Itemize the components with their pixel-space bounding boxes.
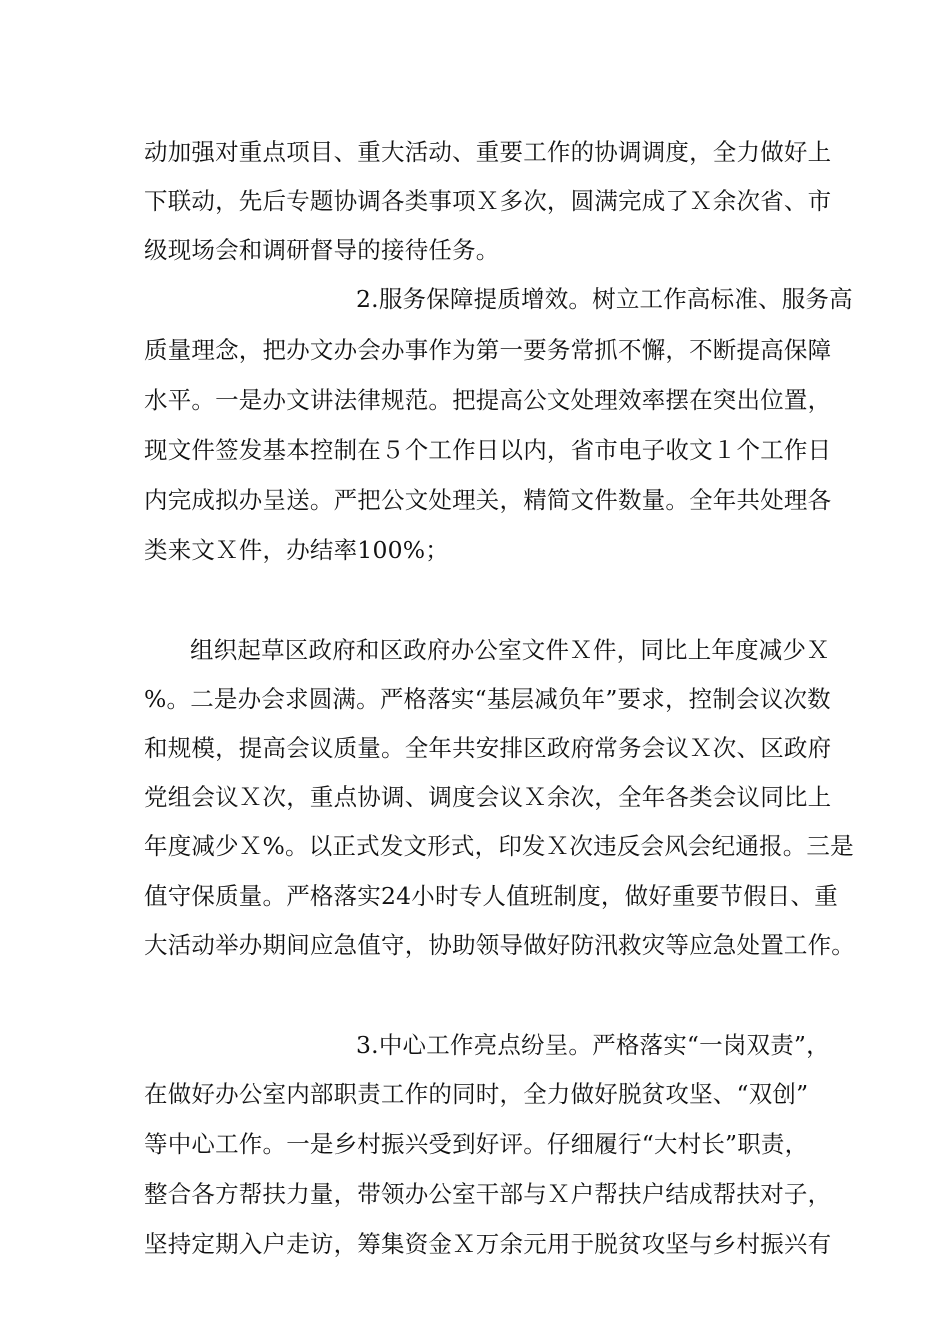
text-line: 大活动举办期间应急值守，协助领导做好防汛救灾等应急处置工作。 (144, 931, 855, 959)
paragraph-start-line: 组织起草区政府和区政府办公室文件Ｘ件，同比上年度减少Ｘ (190, 636, 830, 664)
text-line: 水平。一是办文讲法律规范。把提高公文处理效率摆在突出位置， (144, 386, 832, 414)
text-line: 级现场会和调研督导的接待任务。 (144, 236, 500, 264)
text-line: 和规模，提高会议质量。全年共安排区政府常务会议Ｘ次、区政府 (144, 734, 832, 762)
text-line: 类来文Ｘ件，办结率100%； (144, 536, 449, 564)
text-line: 年度减少Ｘ%。以正式发文形式，印发Ｘ次违反会风会纪通报。三是 (144, 832, 854, 860)
text-line: 下联动，先后专题协调各类事项Ｘ多次，圆满完成了Ｘ余次省、市 (144, 187, 832, 215)
text-line: 值守保质量。严格落实24小时专人值班制度，做好重要节假日、重 (144, 882, 838, 910)
text-line: 等中心工作。一是乡村振兴受到好评。仔细履行“大村长”职责， (144, 1130, 809, 1158)
text-line: 现文件签发基本控制在５个工作日以内，省市电子收文１个工作日 (144, 436, 832, 464)
text-line: 党组会议Ｘ次，重点协调、调度会议Ｘ余次，全年各类会议同比上 (144, 783, 832, 811)
text-line: 质量理念，把办文办会办事作为第一要务常抓不懈，不断提高保障 (144, 336, 832, 364)
section-heading-line: 2.服务保障提质增效。树立工作高标准、服务高 (356, 285, 853, 313)
text-line: 在做好办公室内部职责工作的同时，全力做好脱贫攻坚、“双创” (144, 1080, 809, 1108)
section-heading-line: 3.中心工作亮点纷呈。严格落实“一岗双责”， (356, 1031, 830, 1059)
text-line: 坚持定期入户走访，筹集资金Ｘ万余元用于脱贫攻坚与乡村振兴有 (144, 1230, 832, 1258)
text-line: 内完成拟办呈送。严把公文处理关，精简文件数量。全年共处理各 (144, 486, 832, 514)
text-line: 整合各方帮扶力量，带领办公室干部与Ｘ户帮扶户结成帮扶对子， (144, 1180, 832, 1208)
text-line: %。二是办会求圆满。严格落实“基层减负年”要求，控制会议次数 (144, 685, 831, 713)
text-line: 动加强对重点项目、重大活动、重要工作的协调调度，全力做好上 (144, 138, 832, 166)
